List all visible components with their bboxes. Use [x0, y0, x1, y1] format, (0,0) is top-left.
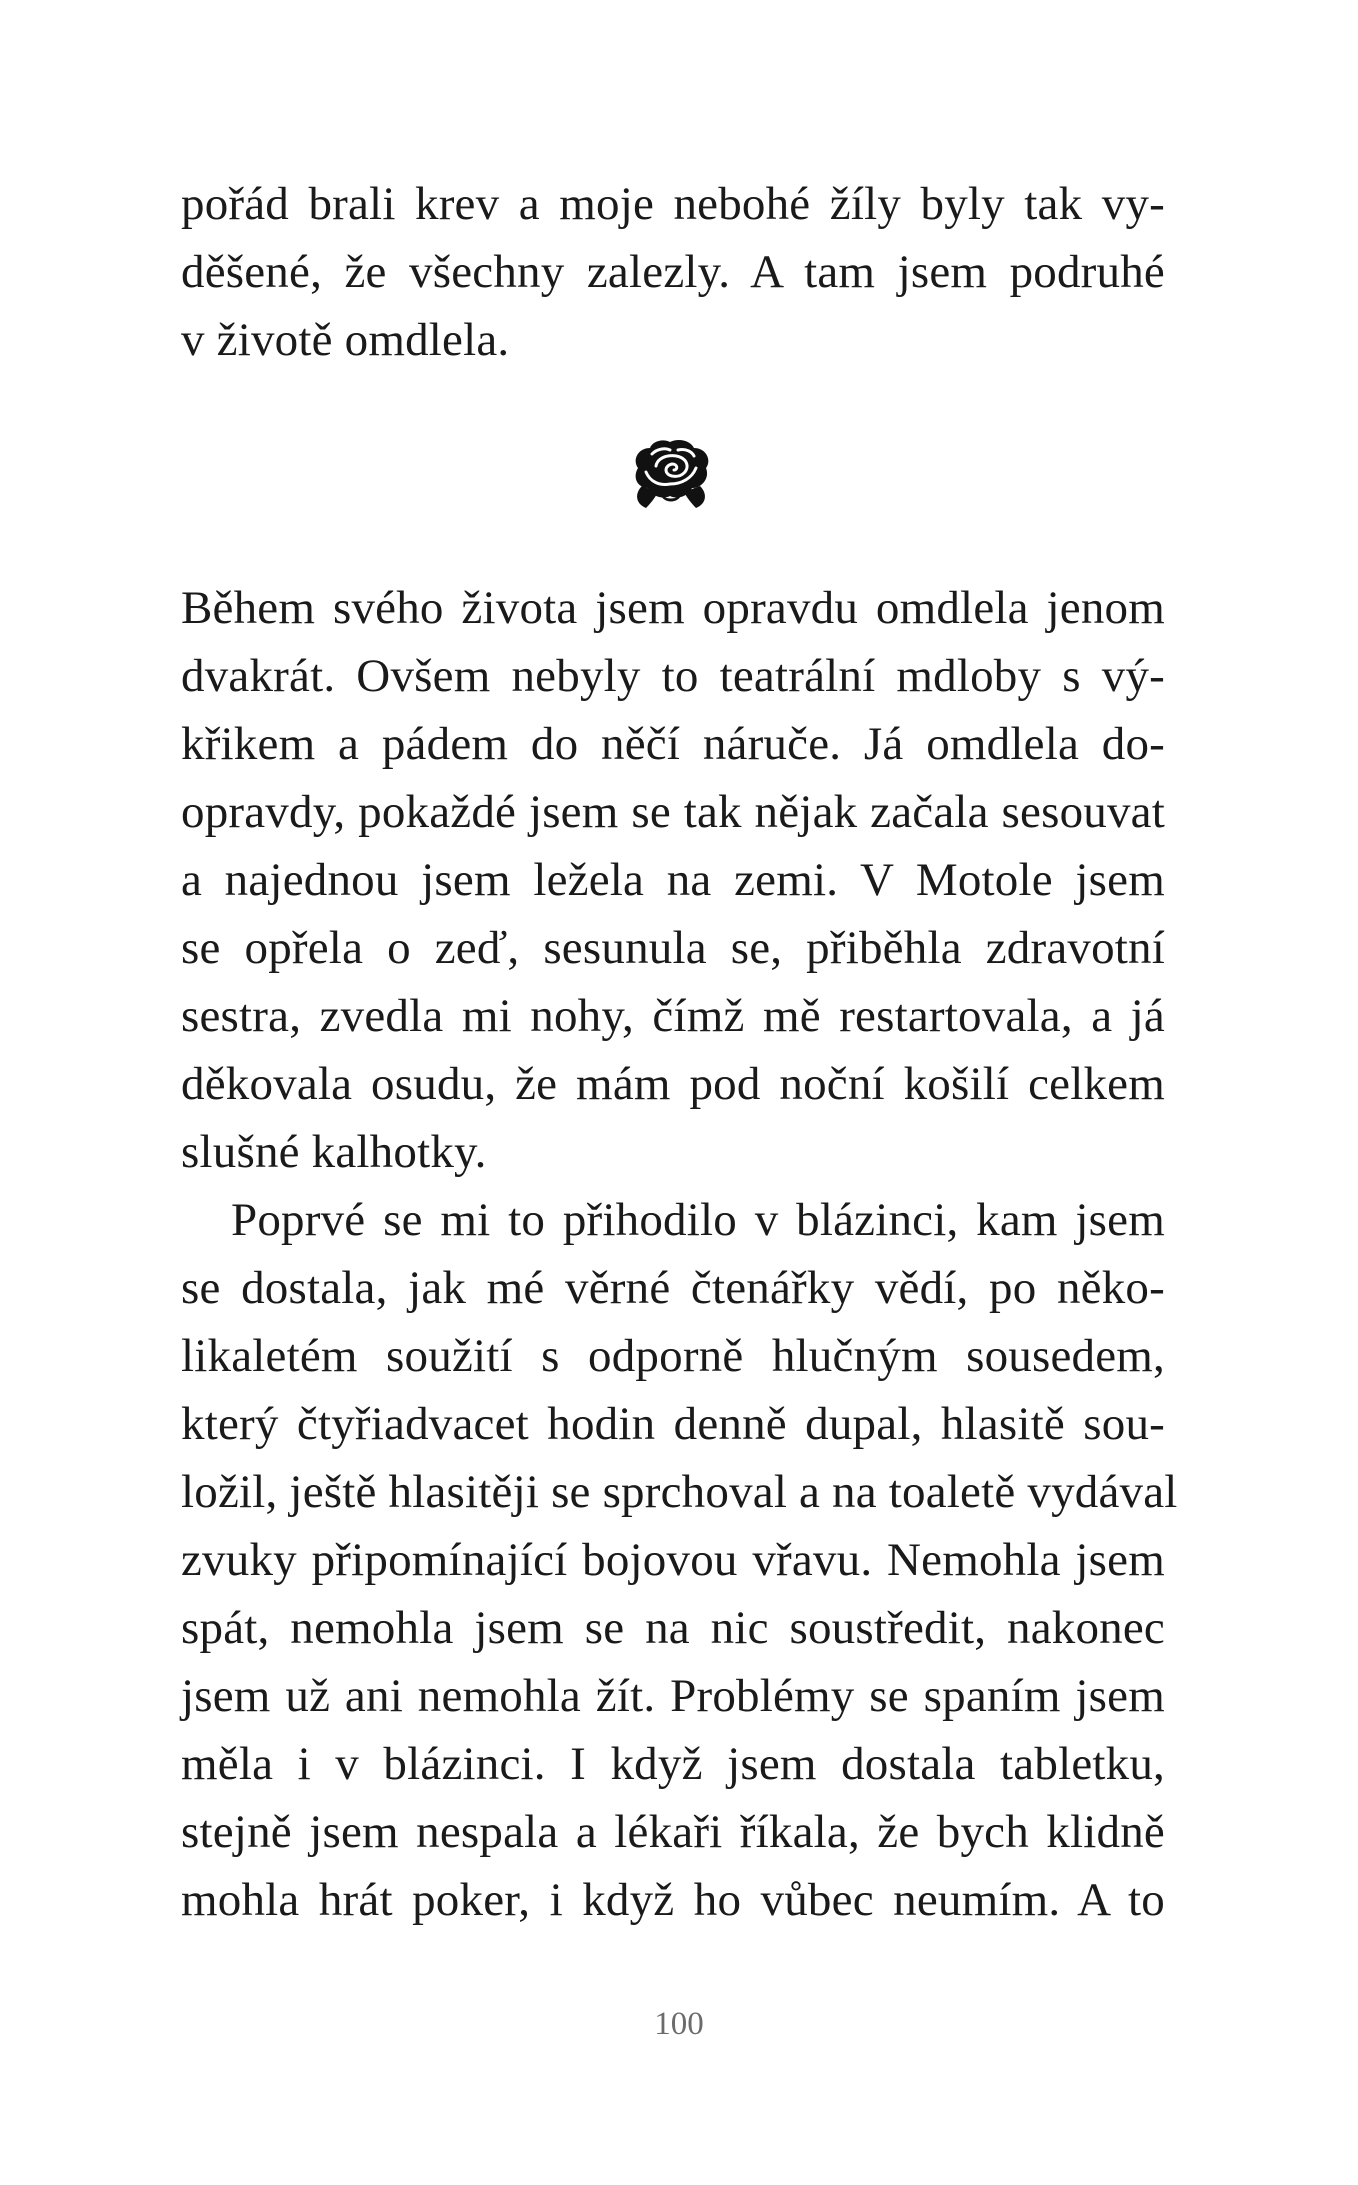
text-line: Během svého života jsem opravdu omdlela jenom [181, 582, 1165, 634]
text-line: a najednou jsem ležela na zemi. V Motole jsem [181, 854, 1165, 906]
text-line: který čtyřiadvacet hodin denně dupal, hlasitě sou- [181, 1398, 1165, 1450]
main-text [181, 574, 1178, 1934]
text-line: jsem už ani nemohla žít. Problémy se spaním jsem [181, 1670, 1165, 1722]
text-line: stejně jsem nespala a lékaři říkala, že bych klidně [181, 1806, 1165, 1858]
page-number: 100 [654, 2006, 704, 2042]
text-line: křikem a pádem do něčí náruče. Já omdlela do- [181, 718, 1165, 770]
rose-icon [630, 438, 712, 510]
text-line: se opřela o zeď, sesunula se, přiběhla zdravotní [181, 922, 1165, 974]
text-line: pořád brali krev a moje nebohé žíly byly tak vy- [181, 178, 1165, 230]
text-line: opravdy, pokaždé jsem se tak nějak začala sesouvat [181, 786, 1165, 838]
text-line: děkovala osudu, že mám pod noční košilí celkem [181, 1058, 1165, 1110]
text-line: likaletém soužití s odporně hlučným sousedem, [181, 1330, 1165, 1382]
text-line: měla i v blázinci. I když jsem dostala tabletku, [181, 1738, 1165, 1790]
text-line: sestra, zvedla mi nohy, čímž mě restartovala, a já [181, 990, 1165, 1042]
text-line: Poprvé se mi to přihodilo v blázinci, kam jsem [231, 1194, 1165, 1246]
text-line: ložil, ještě hlasitěji se sprchoval a na toaletě vydával [181, 1466, 1178, 1518]
text-line: spát, nemohla jsem se na nic soustředit, nakonec [181, 1602, 1165, 1654]
text-line: dvakrát. Ovšem nebyly to teatrální mdloby s vý- [181, 650, 1165, 702]
text-line: se dostala, jak mé věrné čtenářky vědí, po něko- [181, 1262, 1165, 1314]
text-line: mohla hrát poker, i když ho vůbec neumím. A to [181, 1874, 1165, 1926]
text-line: slušné kalhotky. [181, 1126, 487, 1178]
text-line: zvuky připomínající bojovou vřavu. Nemohla jsem [181, 1534, 1165, 1586]
top-paragraph [181, 170, 1165, 374]
text-line: v životě omdlela. [181, 314, 510, 366]
text-line: děšené, že všechny zalezly. A tam jsem podruhé [181, 246, 1165, 298]
